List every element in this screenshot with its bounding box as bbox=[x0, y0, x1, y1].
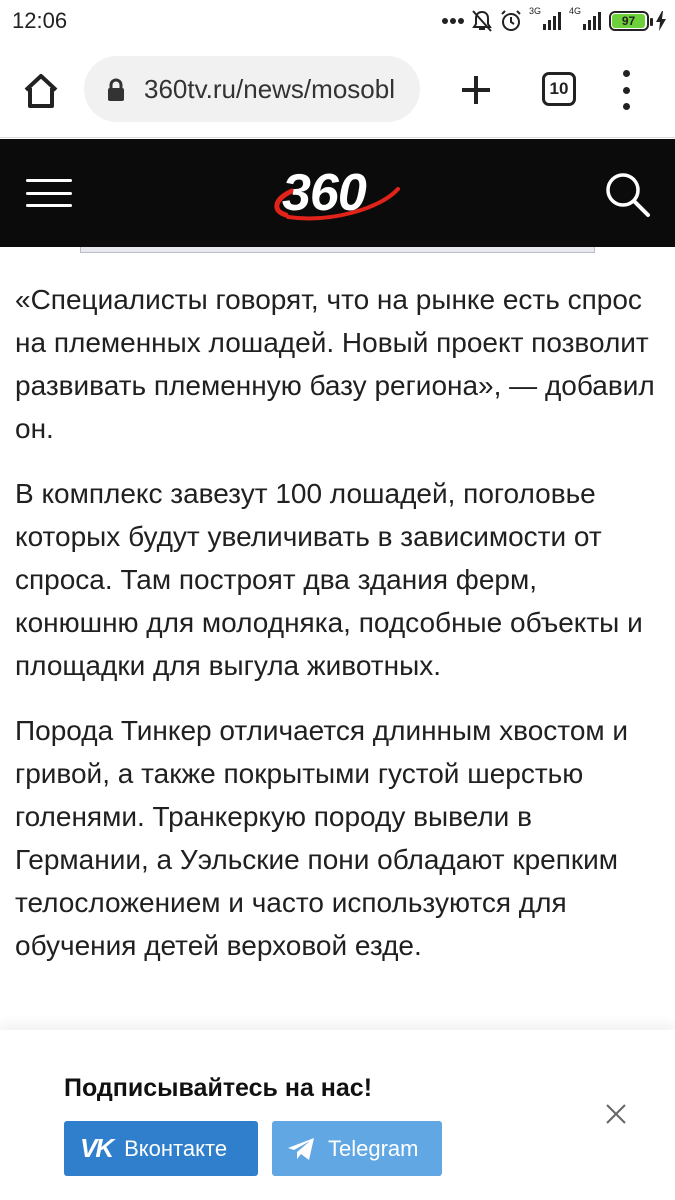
article-paragraph: В комплекс завезут 100 лошадей, поголовье которых будут увеличивать в зависимости от спроса. Там построят два здания ферм, конюшню для молодняка, подсобные объекты и площадки для выгула животных. bbox=[15, 478, 643, 681]
telegram-subscribe-button[interactable] bbox=[272, 1121, 442, 1176]
menu-icon[interactable] bbox=[620, 70, 632, 110]
signal-3g-label: 3G bbox=[529, 6, 542, 16]
hamburger-menu-icon[interactable] bbox=[26, 179, 72, 207]
plus-icon bbox=[458, 72, 494, 108]
lock-icon bbox=[106, 78, 126, 107]
signal-4g-label: 4G bbox=[569, 6, 582, 16]
battery-icon bbox=[609, 11, 649, 31]
article-paragraph: «Специалисты говорят, что на рынке есть спрос на племенных лошадей. Новый проект позволит развивать племенную базу региона», — добавил он. bbox=[15, 284, 655, 444]
charging-icon bbox=[655, 10, 667, 32]
vk-subscribe-button[interactable] bbox=[64, 1121, 258, 1176]
site-header bbox=[0, 139, 675, 247]
new-tab-button[interactable] bbox=[458, 72, 494, 108]
site-logo[interactable] bbox=[270, 159, 405, 229]
telegram-button-label: Telegram bbox=[328, 1135, 419, 1161]
close-button[interactable] bbox=[604, 1102, 628, 1126]
vk-icon: VK bbox=[80, 1133, 113, 1163]
url-text[interactable]: 360tv.ru/news/mosobl bbox=[144, 74, 395, 104]
search-button[interactable] bbox=[602, 169, 652, 224]
battery-level: 97 bbox=[612, 14, 645, 28]
article-paragraph: Порода Тинкер отличается длинным хвостом и гривой, а также покрытыми густой шерстью голенями. Транкеркую породу вывели в Германии, а Уэльские пони обладают крепким телосложением и часто используются для обучения детей верховой езде. bbox=[15, 715, 629, 961]
status-time: 12:06 bbox=[12, 8, 68, 33]
address-bar[interactable] bbox=[84, 56, 420, 122]
signal-4g-icon bbox=[569, 6, 603, 32]
close-icon bbox=[604, 1102, 628, 1126]
home-button[interactable] bbox=[20, 70, 62, 112]
browser-toolbar bbox=[0, 44, 675, 138]
search-icon bbox=[602, 169, 652, 219]
mute-bell-icon bbox=[471, 9, 493, 33]
status-bar bbox=[0, 0, 675, 44]
subscribe-panel bbox=[0, 1030, 675, 1200]
subscribe-title: Подписывайтесь на нас! bbox=[64, 1074, 373, 1102]
more-notifications-icon bbox=[441, 17, 465, 25]
alarm-icon bbox=[499, 9, 523, 33]
signal-3g-icon bbox=[529, 6, 563, 32]
telegram-icon bbox=[286, 1136, 316, 1162]
vk-button-label: Вконтакте bbox=[124, 1135, 228, 1161]
tab-switcher-button[interactable]: 10 bbox=[542, 72, 576, 106]
article-body bbox=[15, 278, 660, 989]
logo-text: 360 bbox=[282, 164, 366, 222]
status-icons bbox=[441, 6, 667, 36]
home-icon bbox=[20, 70, 62, 112]
article-image-edge bbox=[80, 247, 595, 253]
